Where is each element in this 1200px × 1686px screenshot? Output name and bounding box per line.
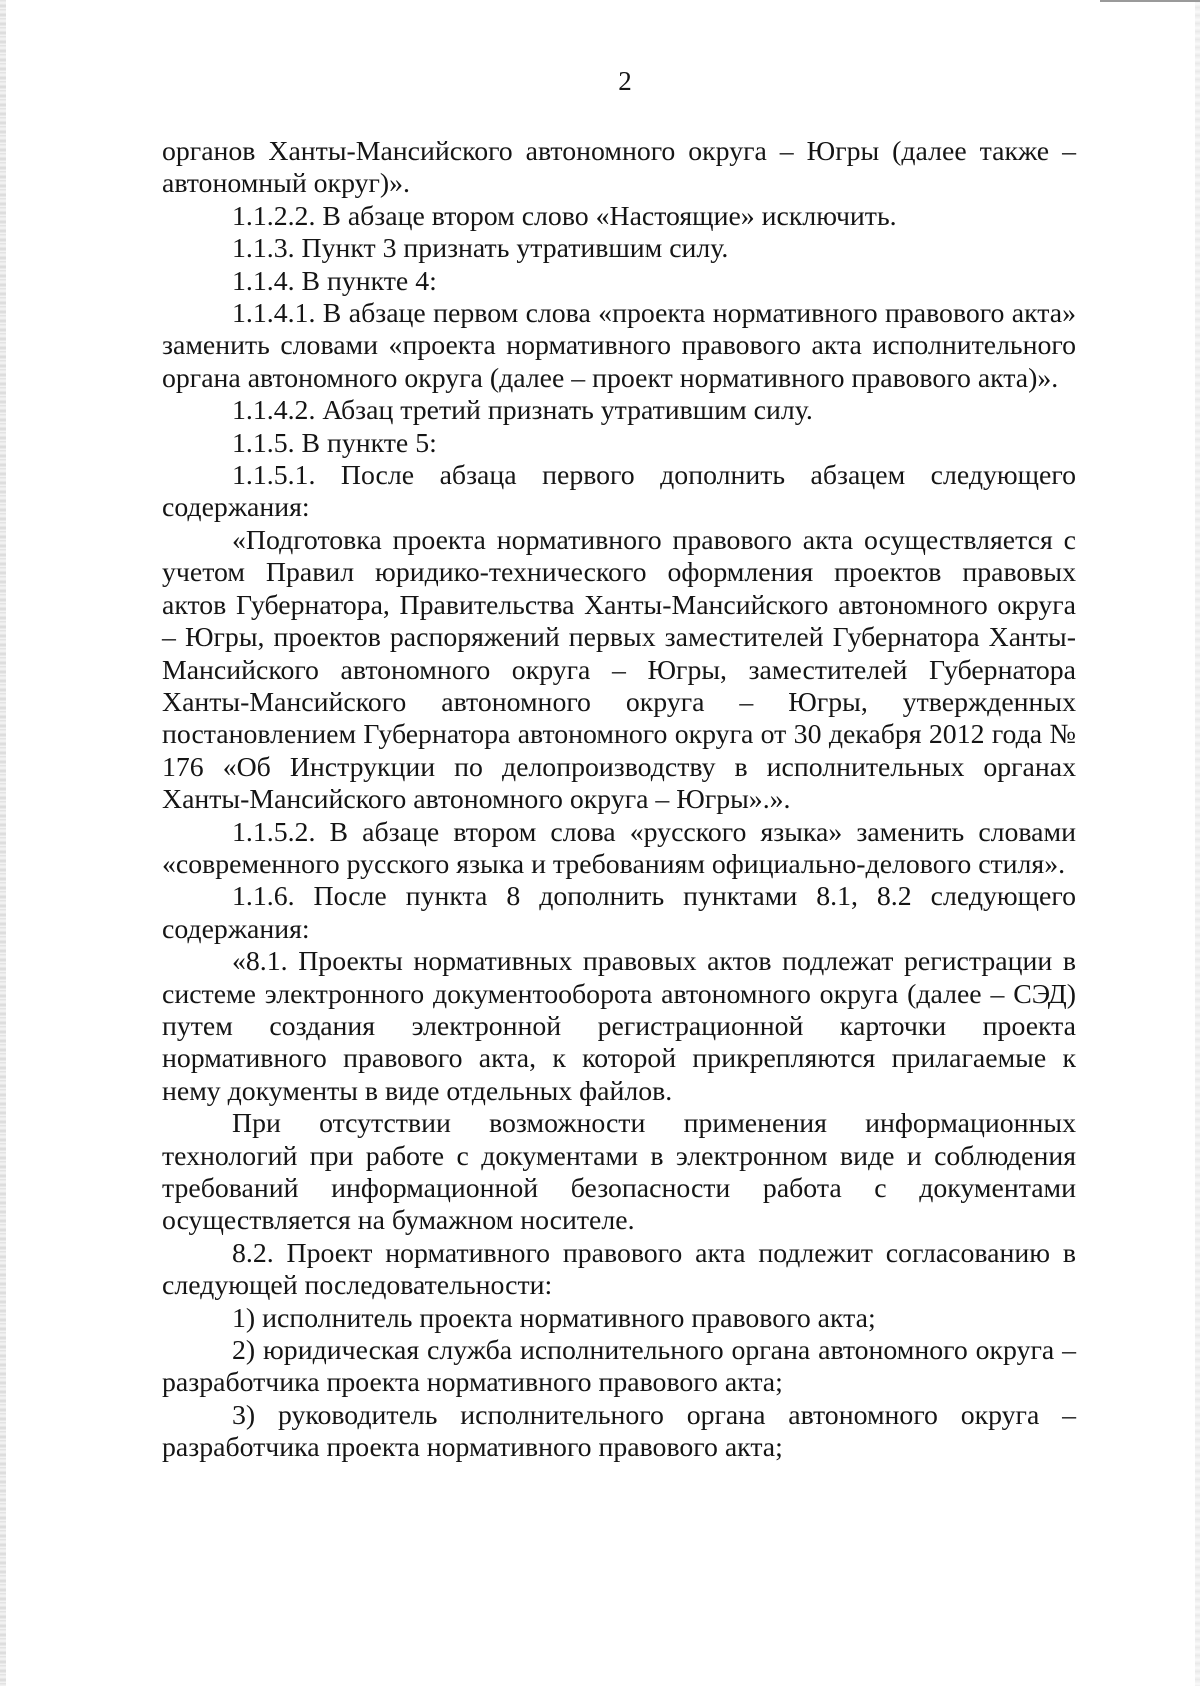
paragraph: 1.1.3. Пункт 3 признать утратившим силу. <box>232 233 729 265</box>
page-number: 2 <box>618 66 632 96</box>
document-body <box>162 136 1076 1465</box>
paragraph: 1.1.4.1. В абзаце первом слова «проекта нормативного правового акта» заменить словами «проекта нормативного правового акта исполнительного органа автономного округа (далее – проект нормативного правового акта)». <box>162 298 1076 394</box>
paragraph: 8.2. Проект нормативного правового акта подлежит согласованию в следующей последовательности: <box>162 1237 1076 1302</box>
paragraph: 1.1.2.2. В абзаце втором слово «Настоящие» исключить. <box>232 200 897 232</box>
scan-top-edge <box>1100 0 1200 2</box>
scan-left-edge <box>0 0 6 1686</box>
paragraph: «8.1. Проекты нормативных правовых актов подлежат регистрации в системе электронного документооборота автономного округа (далее – СЭД) путем создания электронной регистрационной карточки проекта нормативного правового акта, к которой прикрепляются прилагаемые к нему документы в виде отдельных файлов. <box>162 946 1076 1107</box>
paragraph: 1.1.4. В пункте 4: <box>232 265 437 297</box>
paragraph: органов Ханты-Мансийского автономного округа – Югры (далее также – автономный округ)». <box>162 136 1076 200</box>
paragraph: 1.1.4.2. Абзац третий признать утратившим силу. <box>232 395 813 427</box>
paragraph: 1.1.5.1. После абзаца первого дополнить абзацем следующего содержания: <box>162 460 1076 524</box>
paragraph: 1.1.6. После пункта 8 дополнить пунктами 8.1, 8.2 следующего содержания: <box>162 881 1076 945</box>
paragraph: 1.1.5.2. В абзаце втором слова «русского языка» заменить словами «современного русского языка и требованиям официально-делового стиля». <box>162 816 1076 880</box>
paragraph: 3) руководитель исполнительного органа автономного округа – разработчика проекта нормативного правового акта; <box>162 1399 1076 1464</box>
scan-right-edge <box>1195 0 1200 1686</box>
paragraph: 1) исполнитель проекта нормативного правового акта; <box>232 1302 876 1334</box>
paragraph: 1.1.5. В пункте 5: <box>232 427 437 459</box>
paragraph: 2) юридическая служба исполнительного органа автономного округа – разработчика проекта нормативного правового акта; <box>162 1335 1076 1399</box>
paragraph: При отсутствии возможности применения информационных технологий при работе с документами в электронном виде и соблюдения требований информационной безопасности работа с документами осуществляется на бумажном носителе. <box>162 1108 1076 1237</box>
paragraph: «Подготовка проекта нормативного правового акта осуществляется с учетом Правил юридико-технического оформления проектов правовых актов Губернатора, Правительства Ханты-Мансийского автономного округа – Югры, проектов распоряжений первых заместителей Губернатора Ханты-Мансийского автономного округа – Югры, заместителей Губернатора Ханты-Мансийского автономного округа – Югры, утвержденных постановлением Губернатора автономного округа от 30 декабря 2012 года № 176 «Об Инструкции по делопроизводству в исполнительных органах Ханты-Мансийского автономного округа – Югры».». <box>162 524 1076 816</box>
